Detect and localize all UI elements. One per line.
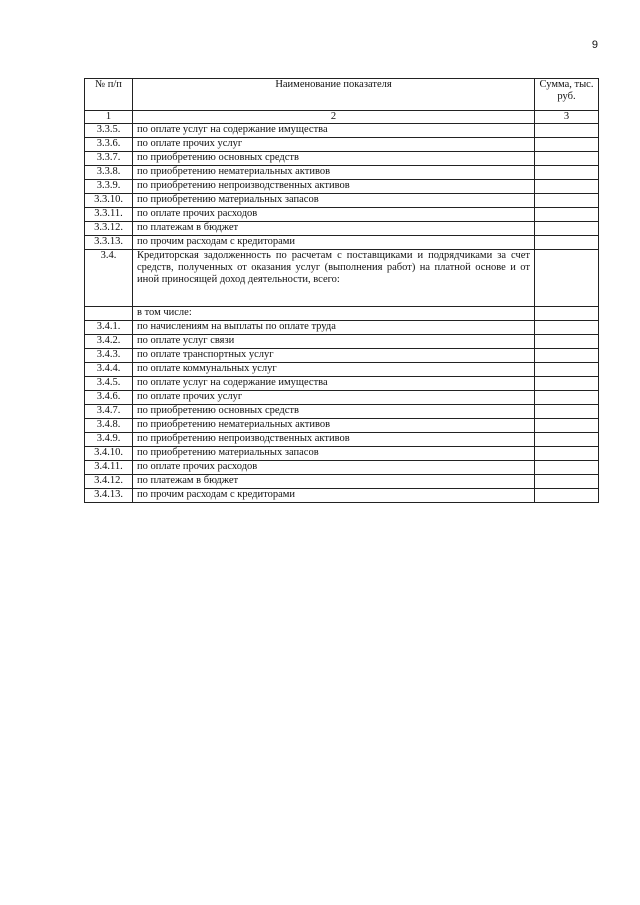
row-sum xyxy=(535,222,599,236)
row-sum xyxy=(535,349,599,363)
table-row xyxy=(85,321,599,335)
row-indicator-name: по прочим расходам с кредиторами xyxy=(133,236,535,250)
row-indicator-name: по приобретению основных средств xyxy=(133,152,535,166)
row-number: 3.4.6. xyxy=(85,391,133,405)
table-row xyxy=(85,475,599,489)
row-number: 3.4.3. xyxy=(85,349,133,363)
row-number: 3.3.6. xyxy=(85,138,133,152)
row-number: 3.4.2. xyxy=(85,335,133,349)
row-sum xyxy=(535,124,599,138)
row-number: 3.4.13. xyxy=(85,489,133,503)
row-number: 3.3.10. xyxy=(85,194,133,208)
table-row-including xyxy=(85,307,599,321)
row-indicator-name: по приобретению нематериальных активов xyxy=(133,419,535,433)
row-sum xyxy=(535,335,599,349)
table-row xyxy=(85,447,599,461)
row-indicator-name: по оплате прочих расходов xyxy=(133,208,535,222)
row-indicator-name: по приобретению материальных запасов xyxy=(133,447,535,461)
row-number xyxy=(85,307,133,321)
row-number: 3.4.1. xyxy=(85,321,133,335)
row-indicator-name: по платежам в бюджет xyxy=(133,222,535,236)
row-sum xyxy=(535,236,599,250)
row-number: 3.3.5. xyxy=(85,124,133,138)
table-row xyxy=(85,405,599,419)
row-indicator-name: по оплате прочих услуг xyxy=(133,138,535,152)
row-indicator-name: по начислениям на выплаты по оплате труда xyxy=(133,321,535,335)
row-number: 3.4.8. xyxy=(85,419,133,433)
table-row xyxy=(85,194,599,208)
table-row xyxy=(85,349,599,363)
row-indicator-name: по оплате коммунальных услуг xyxy=(133,363,535,377)
table-row xyxy=(85,489,599,503)
row-number: 3.4.7. xyxy=(85,405,133,419)
row-indicator-name: по оплате услуг на содержание имущества xyxy=(133,377,535,391)
row-number: 3.3.7. xyxy=(85,152,133,166)
column-index-3: 3 xyxy=(535,111,599,124)
row-sum xyxy=(535,433,599,447)
row-sum xyxy=(535,447,599,461)
row-sum xyxy=(535,363,599,377)
row-sum xyxy=(535,208,599,222)
row-number: 3.3.12. xyxy=(85,222,133,236)
row-indicator-name: по оплате транспортных услуг xyxy=(133,349,535,363)
row-indicator-name: по приобретению непроизводственных активов xyxy=(133,433,535,447)
row-indicator-name: по приобретению нематериальных активов xyxy=(133,166,535,180)
table-row xyxy=(85,124,599,138)
table-row-total xyxy=(85,250,599,307)
table-row xyxy=(85,222,599,236)
table-row xyxy=(85,138,599,152)
row-number: 3.4. xyxy=(85,250,133,307)
row-indicator-name: по приобретению непроизводственных активов xyxy=(133,180,535,194)
indicator-table xyxy=(84,78,599,503)
row-sum xyxy=(535,250,599,307)
row-indicator-name: по оплате прочих услуг xyxy=(133,391,535,405)
row-sum xyxy=(535,194,599,208)
row-indicator-name: по прочим расходам с кредиторами xyxy=(133,489,535,503)
row-sum xyxy=(535,405,599,419)
column-index-1: 1 xyxy=(85,111,133,124)
row-number: 3.3.9. xyxy=(85,180,133,194)
table-row xyxy=(85,180,599,194)
row-number: 3.4.12. xyxy=(85,475,133,489)
table-row xyxy=(85,166,599,180)
column-index-row xyxy=(85,111,599,124)
page-number: 9 xyxy=(591,39,598,51)
table-row xyxy=(85,377,599,391)
row-indicator-name: по оплате услуг связи xyxy=(133,335,535,349)
table-row xyxy=(85,335,599,349)
row-sum xyxy=(535,166,599,180)
row-sum xyxy=(535,321,599,335)
table-row xyxy=(85,236,599,250)
row-number: 3.4.10. xyxy=(85,447,133,461)
table-row xyxy=(85,152,599,166)
row-sum xyxy=(535,461,599,475)
row-sum xyxy=(535,489,599,503)
row-indicator-name: в том числе: xyxy=(133,307,535,321)
column-index-2: 2 xyxy=(133,111,535,124)
table-row xyxy=(85,461,599,475)
row-indicator-name: по оплате услуг на содержание имущества xyxy=(133,124,535,138)
table-row xyxy=(85,419,599,433)
row-number: 3.3.11. xyxy=(85,208,133,222)
row-number: 3.4.9. xyxy=(85,433,133,447)
table-header-row xyxy=(85,79,599,111)
table-row xyxy=(85,391,599,405)
row-indicator-name: по платежам в бюджет xyxy=(133,475,535,489)
row-number: 3.4.5. xyxy=(85,377,133,391)
row-number: 3.4.4. xyxy=(85,363,133,377)
row-indicator-name: по приобретению материальных запасов xyxy=(133,194,535,208)
row-sum xyxy=(535,419,599,433)
row-sum xyxy=(535,180,599,194)
row-sum xyxy=(535,138,599,152)
row-indicator-name: по оплате прочих расходов xyxy=(133,461,535,475)
row-indicator-name: Кредиторская задолженность по расчетам с поставщиками и подрядчиками за счет средств, полученных от оказания услуг (выполнения работ) на платной основе и от иной приносящей доход деятельности, всего: xyxy=(133,250,535,307)
row-sum xyxy=(535,377,599,391)
row-number: 3.3.13. xyxy=(85,236,133,250)
row-sum xyxy=(535,307,599,321)
row-sum xyxy=(535,391,599,405)
table-row xyxy=(85,363,599,377)
header-number: № п/п xyxy=(85,79,133,111)
row-indicator-name: по приобретению основных средств xyxy=(133,405,535,419)
table-row xyxy=(85,433,599,447)
header-indicator-name: Наименование показателя xyxy=(133,79,535,111)
table-row xyxy=(85,208,599,222)
row-number: 3.3.8. xyxy=(85,166,133,180)
header-sum: Сумма, тыс. руб. xyxy=(535,79,599,111)
row-sum xyxy=(535,152,599,166)
row-number: 3.4.11. xyxy=(85,461,133,475)
row-sum xyxy=(535,475,599,489)
